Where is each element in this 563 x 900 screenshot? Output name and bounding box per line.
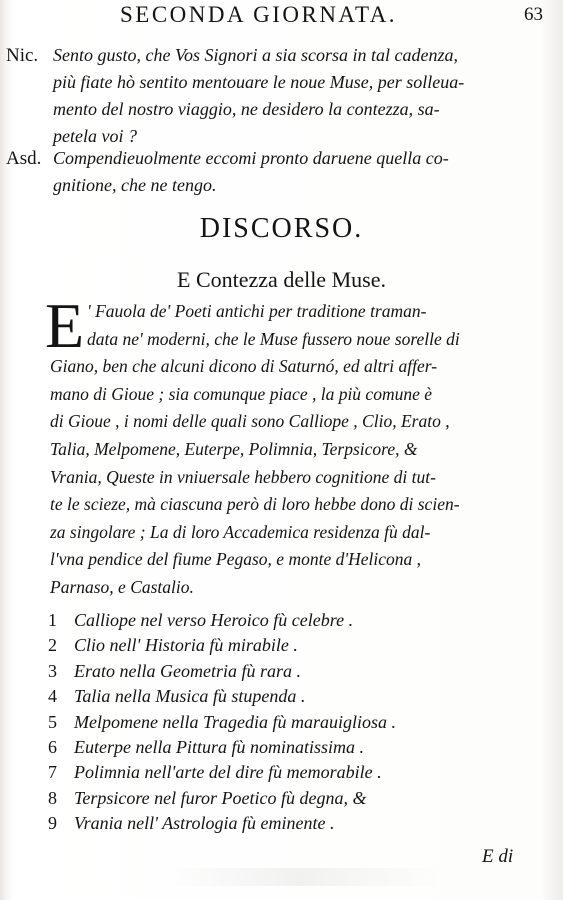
item-number: 9 (48, 813, 57, 834)
speaker-label: Asd. (6, 148, 42, 169)
text-line: Talia, Melpomene, Euterpe, Polimnia, Terpsicore, & (50, 438, 418, 459)
text-line: ' Fauola de' Poeti antichi per traditione traman- (87, 301, 427, 321)
dialogue-nic (6, 42, 554, 150)
text-line: Vrania, Queste in vniuersale hebbero cognitione di tut- (50, 466, 436, 487)
list-item (48, 786, 548, 811)
text-line: Giano, ben che alcuni dicono di Saturnó, ed altri affer- (50, 356, 438, 377)
dialogue-asd (6, 145, 554, 199)
item-number: 5 (48, 711, 57, 732)
item-number: 7 (48, 762, 57, 783)
item-text: Euterpe nella Pittura fù nominatissima . (74, 737, 364, 758)
list-item (48, 735, 548, 760)
text-line: Parnaso, e Castalio. (50, 576, 194, 597)
dialogue-text (53, 42, 554, 150)
body-paragraph (45, 290, 550, 602)
item-text: Clio nell' Historia fù mirabile . (74, 635, 298, 656)
section-subtitle: E Contezza delle Muse. (177, 267, 386, 292)
text-line: l'vna pendice del fiume Pegaso, e monte d'Helicona , (50, 549, 421, 570)
item-number: 3 (48, 660, 57, 681)
list-item (48, 633, 548, 658)
item-text: Melpomene nella Tragedia fù marauigliosa . (74, 711, 396, 732)
text-line: petela voi ? (53, 126, 137, 146)
text-line: te le scieze, mà ciascuna però di loro hebbe dono di scien- (50, 494, 460, 515)
text-line: mento del nostro viaggio, ne desidero la contezza, sa- (53, 99, 440, 119)
text-line: più fiate hò sentito mentouare le noue Muse, per solleua- (53, 72, 465, 92)
muses-list (48, 608, 548, 837)
item-text: Polimnia nell'arte del dire fù memorabile . (74, 762, 382, 783)
section-title: DISCORSO. (199, 213, 364, 244)
speaker-label: Nic. (6, 45, 39, 66)
item-number: 6 (48, 737, 57, 758)
list-item (48, 760, 548, 785)
ink-bleed-through (160, 868, 440, 886)
list-item (48, 811, 548, 836)
item-number: 2 (48, 635, 57, 656)
item-text: Terpsicore nel furor Poetico fù degna, & (74, 787, 367, 808)
text-line: za singolare ; La di loro Accademica residenza fù dal- (50, 521, 431, 542)
item-text: Erato nella Geometria fù rara . (74, 660, 301, 681)
item-text: Talia nella Musica fù stupenda . (74, 686, 306, 707)
page-number: 63 (524, 4, 543, 25)
running-head: SECONDA GIORNATA. (120, 2, 398, 27)
text-line: gnitione, che ne tengo. (53, 175, 217, 195)
text-line: di Gioue , i nomi delle quali sono Calliope , Clio, Erato , (50, 411, 450, 432)
item-number: 1 (48, 610, 57, 630)
item-text: Vrania nell' Astrologia fù eminente . (74, 813, 335, 834)
list-item (48, 659, 548, 684)
text-line: mano di Gioue ; sia comunque piace , la più comune è (50, 383, 433, 404)
drop-cap: E (45, 290, 85, 361)
list-item (48, 684, 548, 709)
list-item (48, 710, 548, 735)
text-line: data ne' moderni, che le Muse fussero noue sorelle di (87, 328, 460, 349)
list-item (48, 608, 548, 633)
item-number: 8 (48, 787, 57, 808)
text-line: Sento gusto, che Vos Signori a sia scorsa in tal cadenza, (53, 45, 458, 65)
item-text: Calliope nel verso Heroico fù celebre . (74, 610, 354, 630)
dialogue-text (53, 145, 554, 199)
text-line: Compendieuolmente eccomi pronto daruene quella co- (53, 148, 449, 168)
catchword: E di (482, 846, 514, 867)
item-number: 4 (48, 686, 57, 707)
